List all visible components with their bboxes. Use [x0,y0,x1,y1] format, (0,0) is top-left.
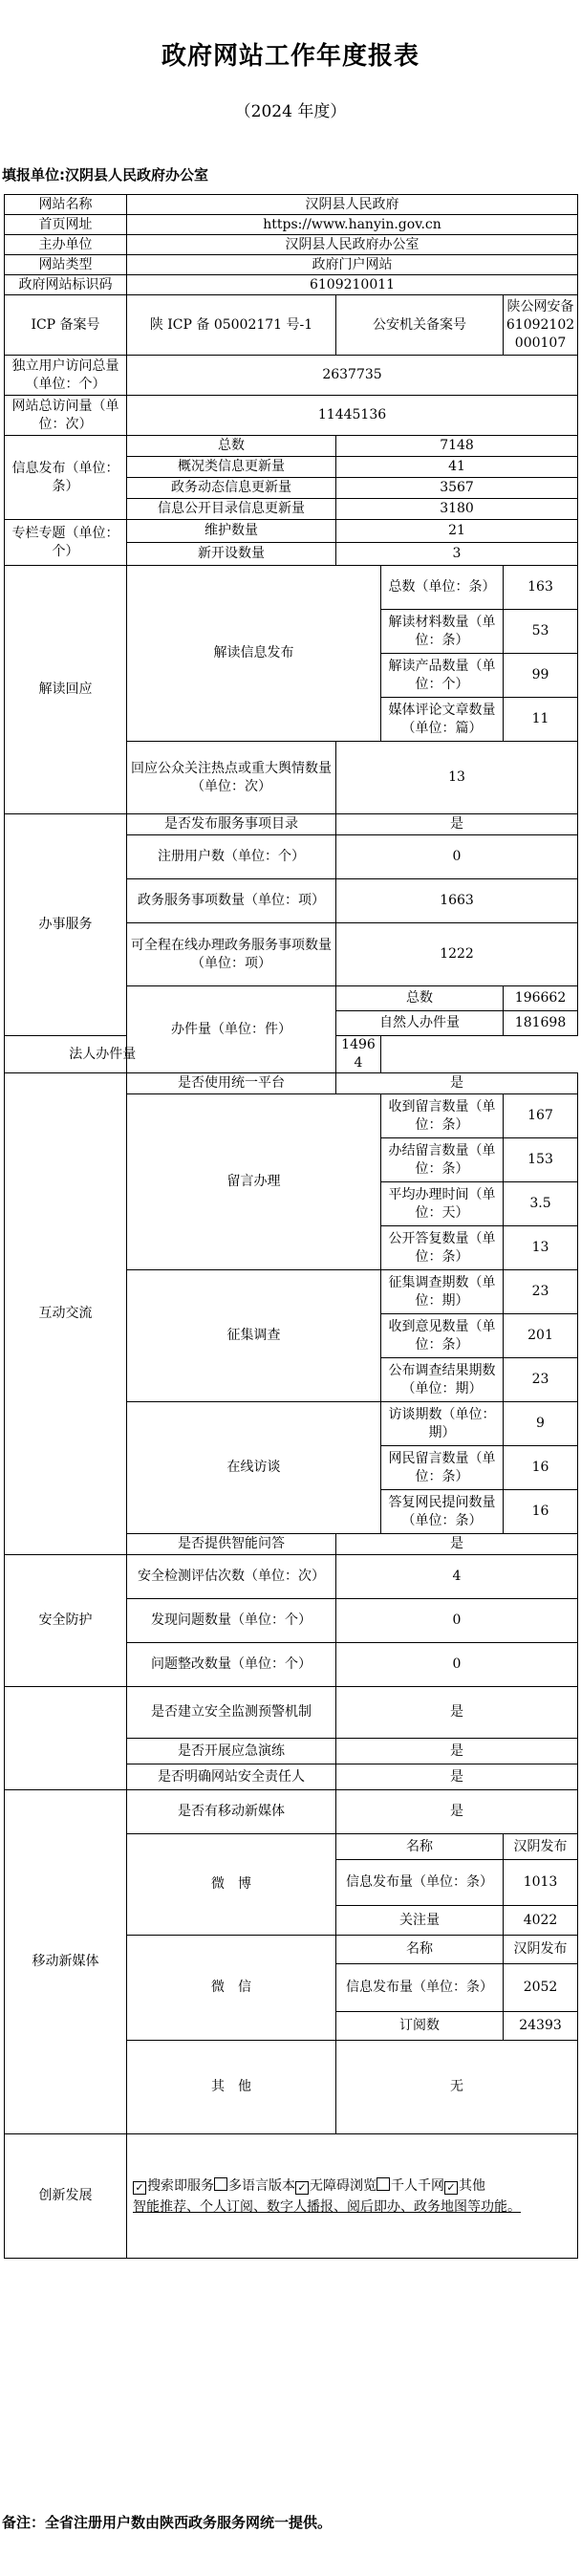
answers-value: 16 [504,1490,578,1534]
media-label: 媒体评论文章数量（单位：篇） [381,698,504,742]
netmsg-label: 网民留言数量（单位：条） [381,1446,504,1490]
weibo-fans-value: 4022 [504,1906,578,1936]
items-label: 政务服务事项数量（单位：项） [127,879,336,923]
avg-time-value: 3.5 [504,1182,578,1226]
other-media-value: 无 [336,2041,578,2134]
legal-label: 法人办件量 [5,1036,201,1073]
hot-response-label: 回应公众关注热点或重大舆情数量（单位：次） [127,742,336,814]
reporting-unit: 填报单位:汉阴县人民政府办公室 [2,166,209,184]
wechat-name-value: 汉阴发布 [504,1936,578,1964]
wechat-subs-value: 24393 [504,2012,578,2041]
column-new-label: 新开设数量 [127,543,336,566]
security-blank [5,1687,127,1790]
talks-label: 访谈期数（单位：期） [381,1402,504,1446]
reply-value: 13 [504,1226,578,1270]
material-label: 解读材料数量（单位：条） [381,610,504,654]
icp-label: ICP 备案号 [5,295,127,356]
weibo-name-label: 名称 [336,1834,504,1860]
checkbox-icon: ✓ [444,2181,458,2195]
periods-label: 征集调查期数（单位：期） [381,1270,504,1314]
survey-label: 征集调查 [127,1270,381,1402]
homepage-url: https://www.hanyin.gov.cn [127,215,578,235]
site-code-value: 6109210011 [127,275,578,295]
wechat-pub-label: 信息发布量（单位：条） [336,1964,504,2012]
hot-response-value: 13 [336,742,578,814]
innovation-other-text: 智能推荐、个人订阅、数字人播报、阅后即办、政务地图等功能。 [133,2198,521,2215]
interpret-total-label: 总数（单位：条） [381,566,504,610]
site-type-label: 网站类型 [5,255,127,275]
open-info-value: 3180 [336,499,578,520]
wechat-pub-value: 2052 [504,1964,578,2012]
results-value: 23 [504,1358,578,1402]
material-value: 53 [504,610,578,654]
monitor-label: 是否建立安全监测预警机制 [127,1687,336,1739]
weibo-fans-label: 关注量 [336,1906,504,1936]
option-personalized: 千人千网 [377,2178,444,2194]
open-info-label: 信息公开目录信息更新量 [127,499,336,520]
users-value: 0 [336,835,578,879]
overview-value: 41 [336,457,578,478]
drill-value: 是 [336,1739,578,1764]
uv-label: 独立用户访问总量（单位：个） [5,356,127,396]
site-code-label: 政府网站标识码 [5,275,127,295]
users-label: 注册用户数（单位：个） [127,835,336,879]
mobile-label: 移动新媒体 [5,1790,127,2134]
media-value: 11 [504,698,578,742]
natural-label: 自然人办件量 [336,1011,504,1036]
interpret-label: 解读回应 [5,566,127,814]
publish-total-value: 7148 [336,436,578,457]
wechat-subs-label: 订阅数 [336,2012,504,2041]
psb-label: 公安机关备案号 [336,295,504,356]
netmsg-value: 16 [504,1446,578,1490]
answers-label: 答复网民提问数量（单位：条） [381,1490,504,1534]
checkbox-icon: ✓ [295,2181,309,2195]
issues-value: 0 [336,1599,578,1643]
report-year: （2024 年度） [234,102,347,121]
site-name-value: 汉阴县人民政府 [127,195,578,215]
site-type-value: 政府门户网站 [127,255,578,275]
person-value: 是 [336,1764,578,1790]
wechat-name-label: 名称 [336,1936,504,1964]
results-label: 公布调查结果期数（单位：期） [381,1358,504,1402]
opinions-value: 201 [504,1314,578,1358]
weibo-name-value: 汉阴发布 [504,1834,578,1860]
checks-label: 安全检测评估次数（单位：次） [127,1555,336,1599]
column-maint-value: 21 [336,520,578,543]
option-other: ✓ 其他 [444,2178,485,2194]
uv-value: 2637735 [127,356,578,396]
dynamic-label: 政务动态信息更新量 [127,478,336,499]
checkbox-icon [214,2177,227,2191]
has-media-label: 是否有移动新媒体 [127,1790,336,1834]
reply-label: 公开答复数量（单位：条） [381,1226,504,1270]
catalog-value: 是 [336,814,578,835]
recv-value: 167 [504,1094,578,1138]
report-table [4,194,578,2259]
interpret-publish-label: 解读信息发布 [127,566,381,742]
weibo-pub-label: 信息发布量（单位：条） [336,1860,504,1906]
product-label: 解读产品数量（单位：个） [381,654,504,698]
column-new-value: 3 [336,543,578,566]
smart-qa-value: 是 [336,1534,578,1555]
fixed-value: 0 [336,1643,578,1687]
msg-handling-label: 留言办理 [127,1094,381,1270]
service-label: 办事服务 [5,814,127,1036]
talks-value: 9 [504,1402,578,1446]
publish-total-label: 总数 [127,436,336,457]
overview-label: 概况类信息更新量 [127,457,336,478]
sponsor-label: 主办单位 [5,235,127,255]
footer-note: 备注：全省注册用户数由陕西政务服务网统一提供。 [2,2514,333,2531]
site-name-label: 网站名称 [5,195,127,215]
psb-value: 陕公网安备61092102000107 [504,295,578,356]
security-label: 安全防护 [5,1555,127,1687]
product-value: 99 [504,654,578,698]
drill-label: 是否开展应急演练 [127,1739,336,1764]
avg-time-label: 平均办理时间（单位：天） [381,1182,504,1226]
fixed-label: 问题整改数量（单位：个） [127,1643,336,1687]
interpret-total-value: 163 [504,566,578,610]
weibo-label: 微 博 [127,1834,336,1936]
volume-total-label: 总数 [336,986,504,1011]
volume-label: 办件量（单位：件） [127,986,336,1073]
done-value: 153 [504,1138,578,1182]
issues-label: 发现问题数量（单位：个） [127,1599,336,1643]
person-label: 是否明确网站安全责任人 [127,1764,336,1790]
smart-qa-label: 是否提供智能问答 [127,1534,336,1555]
recv-label: 收到留言数量（单位：条） [381,1094,504,1138]
wechat-label: 微 信 [127,1936,336,2041]
column-label: 专栏专题（单位：个） [5,520,127,566]
platform-value: 是 [336,1073,578,1094]
weibo-pub-value: 1013 [504,1860,578,1906]
items-value: 1663 [336,879,578,923]
option-search: ✓ 搜索即服务 [133,2178,214,2194]
interact-label: 互动交流 [5,1073,127,1555]
opinions-label: 收到意见数量（单位：条） [381,1314,504,1358]
publish-label: 信息发布（单位：条） [5,436,127,520]
option-multilang: 多语言版本 [214,2178,295,2194]
has-media-value: 是 [336,1790,578,1834]
online-items-label: 可全程在线办理政务服务事项数量（单位：项） [127,923,336,986]
done-label: 办结留言数量（单位：条） [381,1138,504,1182]
homepage-label: 首页网址 [5,215,127,235]
checkbox-icon: ✓ [133,2181,146,2195]
pv-value: 11445136 [127,396,578,436]
checks-value: 4 [336,1555,578,1599]
option-accessible: ✓ 无障碍浏览 [295,2178,377,2194]
periods-value: 23 [504,1270,578,1314]
other-media-label: 其 他 [127,2041,336,2134]
natural-value: 181698 [504,1011,578,1036]
innovation-label: 创新发展 [5,2134,127,2259]
icp-value: 陕 ICP 备 05002171 号-1 [127,295,336,356]
dynamic-value: 3567 [336,478,578,499]
online-talk-label: 在线访谈 [127,1402,381,1534]
online-items-value: 1222 [336,923,578,986]
volume-total-value: 196662 [504,986,578,1011]
sponsor-value: 汉阴县人民政府办公室 [127,235,578,255]
checkbox-icon [377,2177,390,2191]
platform-label: 是否使用统一平台 [127,1073,336,1094]
innovation-content [127,2134,578,2259]
pv-label: 网站总访问量（单位：次） [5,396,127,436]
monitor-value: 是 [336,1687,578,1739]
catalog-label: 是否发布服务事项目录 [127,814,336,835]
column-maint-label: 维护数量 [127,520,336,543]
page-title: 政府网站工作年度报表 [161,42,420,71]
legal-value: 14964 [336,1036,381,1073]
